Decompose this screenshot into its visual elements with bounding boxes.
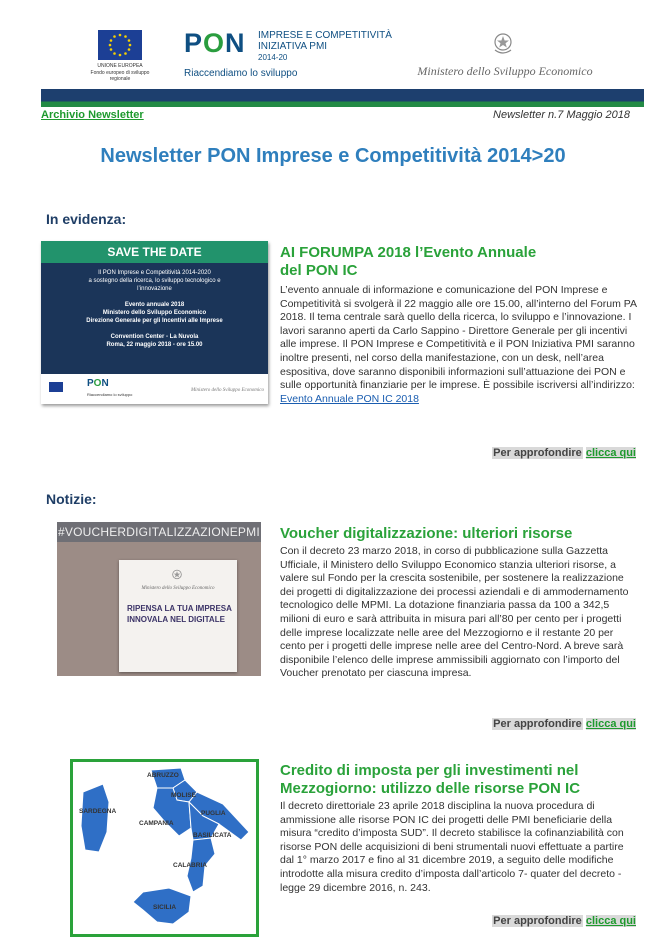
map-label: SARDEGNA [79,808,117,815]
thumbnail-logo-strip [41,374,268,404]
event-line: Roma, 22 maggio 2018 - ore 15.00 [106,342,203,348]
forumpa-thumbnail[interactable] [41,241,268,404]
article-body [280,284,640,406]
map-label: MOLISE [171,792,196,799]
event-line: Evento annuale 2018 [124,302,185,308]
ministry-name: Ministero dello Sviluppo Economico [417,64,593,78]
eu-flag-icon [49,382,63,392]
south-italy-map-thumbnail[interactable] [70,759,259,937]
event-line: l’innovazione [137,286,172,292]
italian-emblem-icon [492,30,514,56]
article-body: Il decreto direttoriale 23 aprile 2018 disciplina la nuova procedura di ammissione alle risorse PON IC dei progetti delle PMI beneficiarie della misura “credito d’imposta SUD”. Il decreto stabilisce la cofinanziabilità con risorse PON delle acquisizioni di beni strumentali nuovi effettuate a partire dal 1° marzo 2017 e fino al 31 dicembre 2019, a seguito delle modifiche introdotte alla misura credito d’imposta dall’articolo 7- quater del decreto - legge 29 dicembre 2016, n. 243. [280,800,624,894]
article-title[interactable] [280,244,536,280]
eu-flag-icon [98,30,142,60]
event-registration-link[interactable]: Evento Annuale PON IC 2018 [280,392,419,405]
pon-logo [184,28,404,82]
read-more [492,915,636,927]
map-label: SICILIA [153,904,177,911]
voucher-thumbnail[interactable] [57,522,261,676]
hashtag-text: #VOUCHERDIGITALIZZAZIONEPMI [58,525,260,539]
read-more [492,718,636,730]
event-line: a sostegno della ricerca, lo sviluppo tecnologico e [88,278,221,284]
event-details [41,269,268,349]
archive-newsletter-link[interactable]: Archivio Newsletter [41,109,144,121]
brochure-headline-2: INNOVALA NEL DIGITALE [127,615,225,624]
ministry-logo [400,30,610,80]
brochure-cover [119,560,237,672]
eu-logo [80,30,160,82]
header-bar [41,89,644,107]
save-the-date-band [41,241,268,263]
section-heading-highlight: In evidenza: [46,211,127,227]
read-more-label: Per approfondire [493,718,582,730]
read-more-label: Per approfondire [493,915,582,927]
article-title[interactable] [280,762,580,798]
pon-mark: PON [184,28,246,58]
map-label: BASILICATA [193,832,232,839]
event-line: Direzione Generale per gli Incentivi alle Imprese [86,318,223,324]
section-heading-news: Notizie: [46,491,97,507]
pon-tagline: Riaccendiamo lo sviluppo [184,68,298,79]
eu-logo-line2: Fondo europeo di sviluppo regionale [90,70,150,82]
article-title-line: AI FORUMPA 2018 l’Evento Annuale [280,244,537,261]
article-title-line: del PON IC [280,262,358,279]
eu-logo-line1: UNIONE EUROPEA [97,63,143,69]
read-more-link[interactable]: clicca qui [585,915,636,927]
map-label: ABRUZZO [147,772,179,779]
read-more-link[interactable]: clicca qui [585,718,636,730]
issue-label: Newsletter n.7 Maggio 2018 [493,109,630,121]
read-more-label: Per approfondire [493,447,582,459]
article-body: Con il decreto 23 marzo 2018, in corso di pubblicazione sulla Gazzetta Ufficiale, il Ministero dello Sviluppo Economico stanzia ulteriori risorse, a valere sul Fondo per la crescita sostenibile, per sostenere la realizzazione dei progetti di digitalizzazione dei processi aziendali e di ammodernamento tecnologico delle MPMI. La dotazione finanziaria passa da 100 a 342,5 milioni di euro e sarà attribuita in misura pari all’80 per cento per i progetti delle imprese localizzate nelle aree del Mezzogiorno e il restante 20 per cento per i progetti delle imprese nelle aree del Centro-Nord. A breve sarà disponibile l’elenco delle imprese ammissibili aggiornato con l’importo del Voucher prenotato per ciascuna impresa. [280,545,629,680]
article-title-line: Mezzogiorno: utilizzo delle risorse PON IC [280,780,581,797]
article-title-line: Credito di imposta per gli investimenti nel [280,762,579,779]
hashtag-strip [57,522,261,542]
newsletter-header [0,0,666,90]
map-label: CALABRIA [173,862,207,869]
pon-logo-line1: IMPRESE E COMPETITIVITÀ [258,30,392,41]
brochure-headline-1: RIPENSA LA TUA IMPRESA [127,604,232,613]
map-label: CAMPANIA [139,820,174,827]
event-line: Il PON Imprese e Competitività 2014-2020 [98,270,211,276]
read-more [492,447,636,459]
pon-logo-line3: 2014-20 [258,53,288,62]
article-title[interactable]: Voucher digitalizzazione: ulteriori risorse [280,525,573,542]
ministry-name: Ministero dello Sviluppo Economico [141,586,215,591]
pon-mark: PON [87,378,109,389]
italian-emblem-icon [171,568,183,582]
read-more-link[interactable]: clicca qui [585,447,636,459]
pon-tagline: Riaccendiamo lo sviluppo [87,392,133,397]
pon-logo-line2: INIZIATIVA PMI [258,41,328,52]
event-line: Ministero dello Sviluppo Economico [102,310,207,316]
page-title: Newsletter PON Imprese e Competitività 2014>20 [100,145,566,167]
save-the-date-label: SAVE THE DATE [107,245,202,259]
article-text: L’evento annuale di informazione e comunicazione del PON Imprese e Competitività si svolgerà il 22 maggio alle ore 15.00, all’interno del Forum PA 2018. Il tema centrale sarà quello della ricerca, lo sviluppo e l’innovazione. I lavori saranno aperti da Carlo Sappino - Direttore Generale per gli incentivi alle imprese. Il PON Imprese e Competitività e il PON Iniziativa PMI saranno inoltre presenti, nel corso della manifestazione, con un desk, nell’area espositiva, dove saranno disponibili informazioni sull’attuazione dei PON e sulle opportunità finanziarie per le imprese. È possibile iscriversi all’indirizzo: [280,284,637,392]
event-line: Convention Center - La Nuvola [110,334,199,340]
ministry-name: Ministero dello Sviluppo Economico [191,388,264,393]
map-label: PUGLIA [201,810,226,817]
